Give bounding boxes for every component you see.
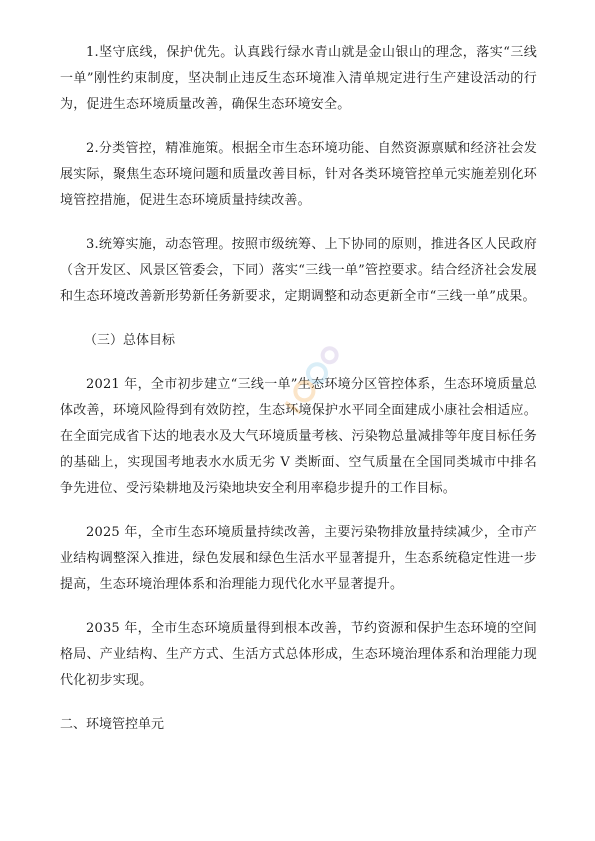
paragraph-goal-2021: 2021 年，全市初步建立“三线一单”生态环境分区管控体系，生态环境质量总体改善，环境风险得到有效防控，生态环境保护水平同全面建成小康社会相适应。在全面完成省下达的地表水及大气环境质量考核、污染物总量减排等年度目标任务的基础上，实现国考地表水水质无劣 V 类断面、空气质量在全国同类城市中排名争先进位、受污染耕地及污染地块安全利用率稳步提升的工作目标。	[60, 377, 537, 496]
paragraph-principle-2: 2.分类管控，精准施策。根据全市生态环境功能、自然资源禀赋和经济社会发展实际，聚焦生态环境问题和质量改善目标，针对各类环境管控单元实施差别化环境管控措施，促进生态环境质量持续改善。	[60, 141, 537, 208]
paragraph-principle-3: 3.统筹实施，动态管理。按照市级统筹、上下协同的原则，推进各区人民政府（含开发区、风景区管委会，下同）落实“三线一单”管控要求。结合经济社会发展和生态环境改善新形势新任务新要求，定期调整和动态更新全市“三线一单”成果。	[60, 237, 537, 304]
paragraph-goal-2025: 2025 年，全市生态环境质量持续改善，主要污染物排放量持续减少，全市产业结构调整深入推进，绿色发展和绿色生活水平显著提升，生态系统稳定性进一步提高，生态环境治理体系和治理能力现代化水平显著提升。	[60, 525, 537, 592]
section-heading-control-units: 二、环境管控单元	[60, 717, 165, 732]
paragraph-principle-1: 1.坚守底线，保护优先。认真践行绿水青山就是金山银山的理念，落实“三线一单”刚性约束制度，坚决制止违反生态环境准入清单规定进行生产建设活动的行为，促进生态环境质量改善，确保生态环境安全。	[60, 45, 537, 112]
subheading-overall-goals: （三）总体目标	[84, 333, 176, 348]
paragraph-goal-2035: 2035 年，全市生态环境质量得到根本改善，节约资源和保护生态环境的空间格局、产业结构、生产方式、生活方式总体形成，生态环境治理体系和治理能力现代化初步实现。	[60, 621, 537, 688]
